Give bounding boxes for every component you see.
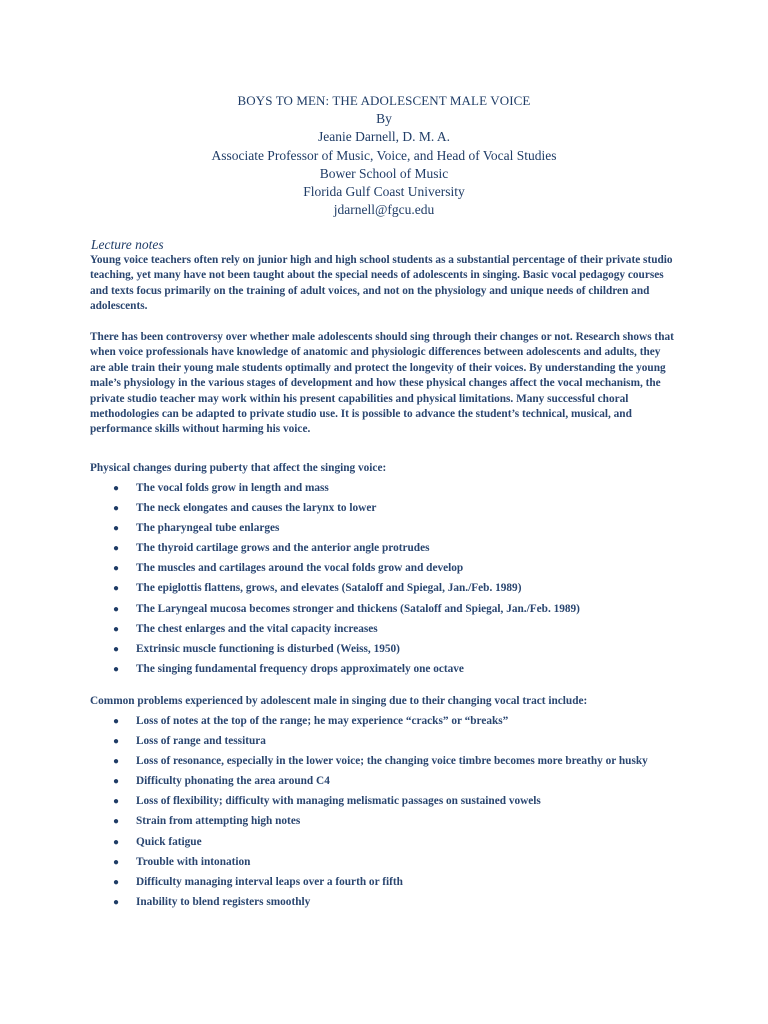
bullet-icon: ● <box>113 643 120 655</box>
list-item <box>90 895 678 910</box>
paragraph-1: Young voice teachers often rely on junior high and high school students as a substantial percentage of their private studio teaching, yet many have not been taught about the special needs of adolescents in singing. Basic vocal pedagogy courses and texts focus primarily on the training of adult voices, and not on the physiology and unique needs of children and adolescents. <box>90 254 673 313</box>
bullet-icon: ● <box>113 736 120 748</box>
list-item <box>90 521 678 536</box>
bullet-icon: ● <box>113 623 120 635</box>
bullet-icon: ● <box>113 716 120 727</box>
list-item <box>90 642 678 657</box>
university-name: Florida Gulf Coast University <box>303 184 465 200</box>
bullet-icon: ● <box>113 503 120 515</box>
list-item-text: The thyroid cartilage grows and the anterior angle protrudes <box>136 542 430 555</box>
list-item-text: The singing fundamental frequency drops approximately one octave <box>136 662 464 675</box>
document-header <box>0 92 768 219</box>
list-item-text: Difficulty phonating the area around C4 <box>136 775 330 788</box>
controversy-paragraph <box>90 330 678 438</box>
list-item-text: The muscles and cartilages around the vocal folds grow and develop <box>136 562 464 575</box>
list-item <box>90 714 678 729</box>
bullet-icon: ● <box>113 816 120 828</box>
list-item <box>90 734 678 749</box>
bullet-icon: ● <box>113 896 120 908</box>
list-item-text: The pharyngeal tube enlarges <box>136 522 280 535</box>
list-item <box>90 855 678 870</box>
bullet-icon: ● <box>113 856 120 868</box>
list-item <box>90 662 678 677</box>
intro-paragraph <box>90 253 678 315</box>
document-title: BOYS TO MEN: THE ADOLESCENT MALE VOICE <box>237 93 531 108</box>
bullet-icon: ● <box>113 603 120 615</box>
list-item-text: Loss of notes at the top of the range; he may experience “cracks” or “breaks” <box>136 715 509 727</box>
physical-changes-heading: Physical changes during puberty that affect the singing voice: <box>90 462 387 474</box>
bullet-icon: ● <box>113 796 120 808</box>
bullet-icon: ● <box>113 563 120 575</box>
bullet-icon: ● <box>113 836 120 848</box>
list-item-text: Trouble with intonation <box>136 855 251 868</box>
list-item-text: Difficulty managing interval leaps over a fourth or fifth <box>136 875 403 888</box>
list-item <box>90 774 678 789</box>
list-item-text: The vocal folds grow in length and mass <box>136 482 329 494</box>
bullet-icon: ● <box>113 483 120 494</box>
list-item <box>90 794 678 809</box>
list-item-text: The Laryngeal mucosa becomes stronger and thickens (Sataloff and Spiegal, Jan./Feb. 1989) <box>136 602 580 615</box>
physical-changes-list <box>90 481 678 682</box>
list-item <box>90 814 678 829</box>
list-item-text: Loss of flexibility; difficulty with managing melismatic passages on sustained vowels <box>136 795 541 808</box>
list-item <box>90 602 678 617</box>
list-item-text: Loss of resonance, especially in the lower voice; the changing voice timbre becomes more breathy or husky <box>136 755 648 768</box>
list-item-text: The chest enlarges and the vital capacity increases <box>136 622 378 635</box>
physical-changes-intro <box>90 461 678 476</box>
list-item-text: The epiglottis flattens, grows, and elevates (Sataloff and Spiegal, Jan./Feb. 1989) <box>136 582 522 595</box>
bullet-icon: ● <box>113 776 120 788</box>
common-problems-list <box>90 714 678 915</box>
bullet-icon: ● <box>113 756 120 768</box>
author-position: Associate Professor of Music, Voice, and Head of Vocal Studies <box>211 147 557 163</box>
bullet-icon: ● <box>113 523 120 535</box>
lecture-notes-heading: Lecture notes <box>91 237 164 252</box>
list-item <box>90 541 678 556</box>
bullet-icon: ● <box>113 663 120 675</box>
list-item <box>90 581 678 596</box>
list-item <box>90 622 678 637</box>
list-item <box>90 875 678 890</box>
list-item-text: Loss of range and tessitura <box>136 735 266 748</box>
by-line: By <box>376 111 392 127</box>
list-item-text: The neck elongates and causes the larynx to lower <box>136 502 377 515</box>
school-name: Bower School of Music <box>319 165 449 181</box>
common-problems-heading: Common problems experienced by adolescent male in singing due to their changing vocal tract include: <box>90 695 588 707</box>
list-item <box>90 501 678 516</box>
paragraph-2: There has been controversy over whether male adolescents should sing through their changes or not. Research shows that when voice professionals have knowledge of anatomic and physiologic differences between adolescents and adults, they are able train their young male students optimally and protect the longevity of their voices. By understanding the young male’s physiology in the various stages of development and how these physical changes affect the vocal mechanism, the private studio teacher may work within his present capabilities and physical limitations. Many successful choral methodologies can be adapted to private studio use. It is possible to advance the student’s technical, musical, and performance skills without harming his voice. <box>90 331 674 436</box>
bullet-icon: ● <box>113 876 120 888</box>
list-item-text: Extrinsic muscle functioning is disturbed (Weiss, 1950) <box>136 642 400 655</box>
list-item <box>90 835 678 850</box>
bullet-icon: ● <box>113 543 120 555</box>
author-email: jdarnell@fgcu.edu <box>333 202 435 218</box>
list-item <box>90 561 678 576</box>
list-item <box>90 481 678 496</box>
bullet-icon: ● <box>113 583 120 595</box>
list-item <box>90 754 678 769</box>
list-item-text: Quick fatigue <box>136 835 202 848</box>
list-item-text: Strain from attempting high notes <box>136 815 301 828</box>
list-item-text: Inability to blend registers smoothly <box>136 895 311 908</box>
common-problems-intro <box>90 694 678 709</box>
author-name: Jeanie Darnell, D. M. A. <box>318 129 450 145</box>
